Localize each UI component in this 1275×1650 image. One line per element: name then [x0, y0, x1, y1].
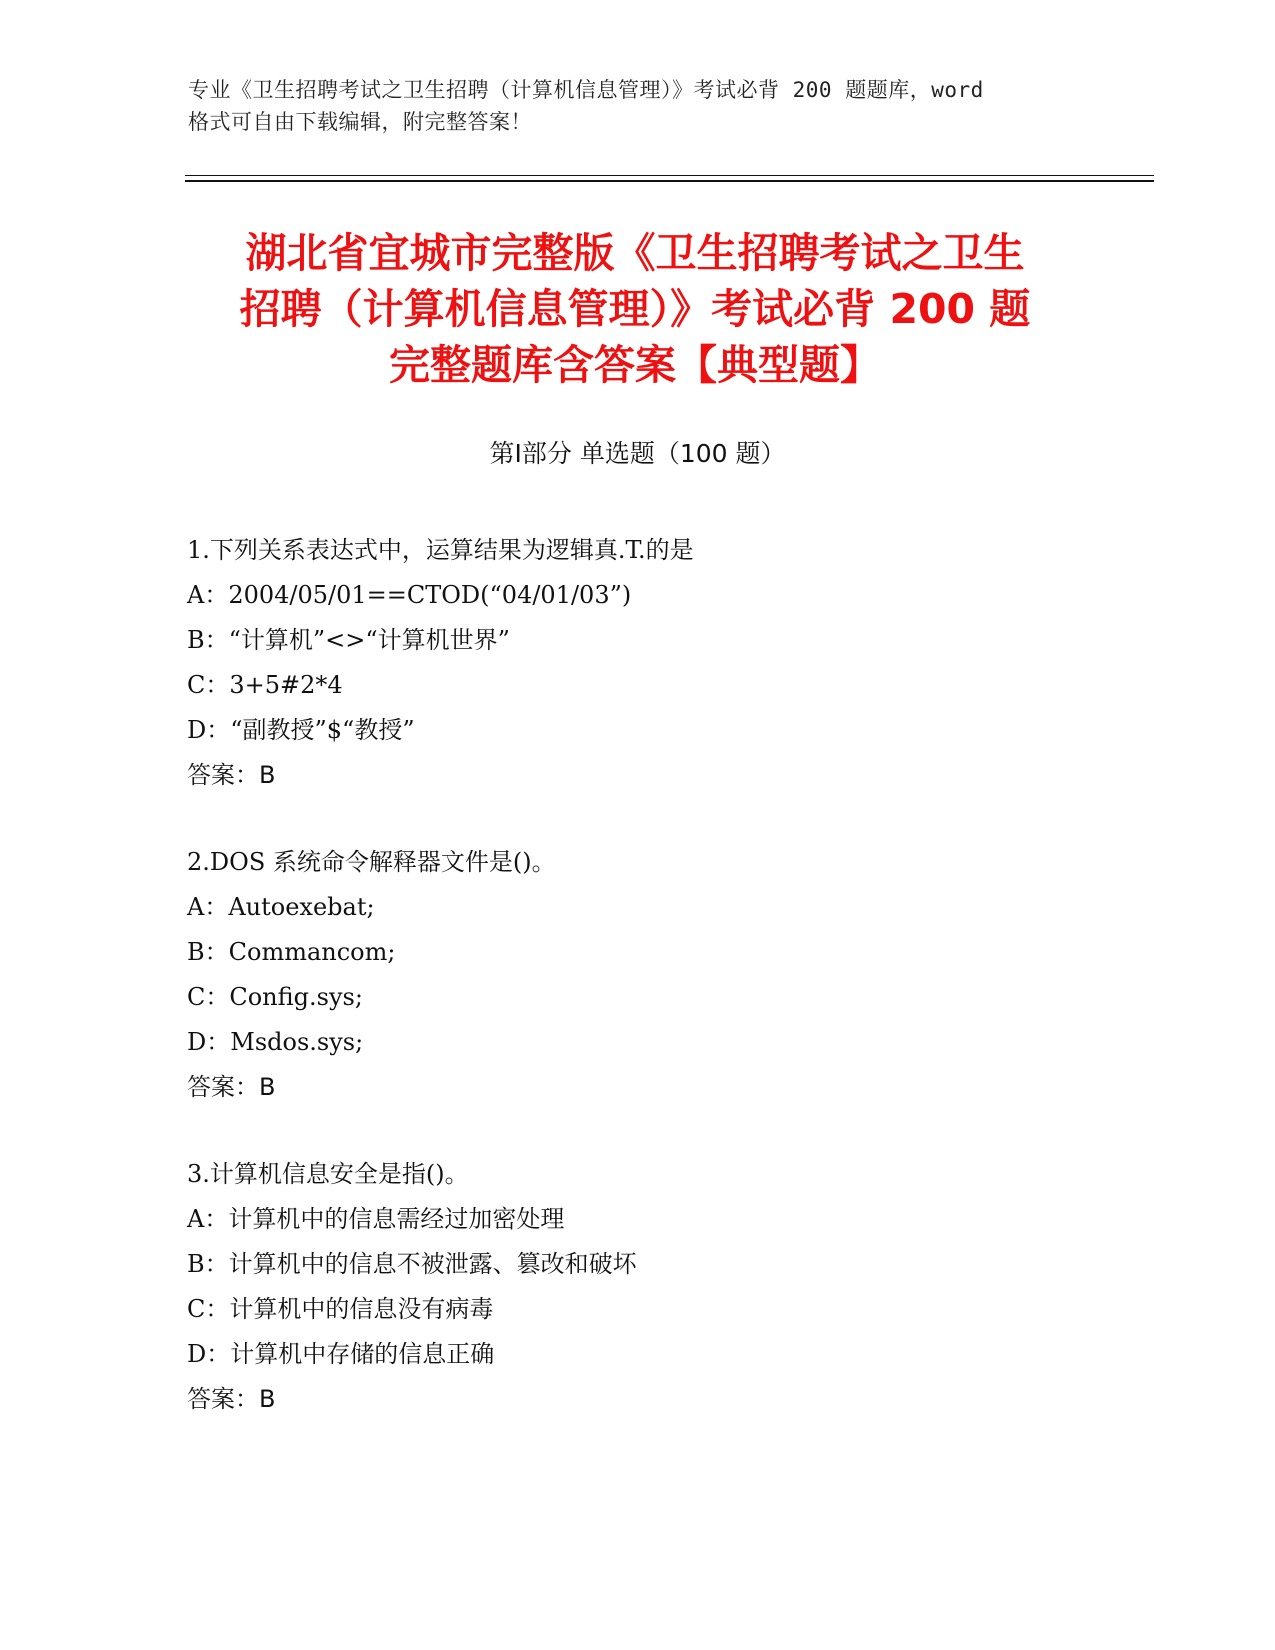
header-divider-thin: [185, 175, 1154, 176]
question-list: [187, 528, 1147, 1464]
header-note-line-1: 专业《卫生招聘考试之卫生招聘（计算机信息管理）》考试必背 200 题题库，word: [188, 78, 984, 102]
answer-label: 答案：B: [187, 761, 276, 789]
option-c: C：3+5#2*4: [187, 671, 343, 699]
question-item: [187, 1152, 1147, 1422]
answer-label: 答案：B: [187, 1073, 276, 1101]
option-b: B：Commancom;: [187, 938, 396, 966]
option-a: A：计算机中的信息需经过加密处理: [187, 1205, 565, 1233]
question-item: [187, 840, 1147, 1110]
option-b: B：计算机中的信息不被泄露、篡改和破坏: [187, 1250, 637, 1278]
title-line-2: 招聘（计算机信息管理）》考试必背 200 题: [239, 285, 1031, 333]
option-c: C：Config.sys;: [187, 983, 363, 1011]
option-d: D：Msdos.sys;: [187, 1028, 364, 1056]
question-stem: 2.DOS 系统命令解释器文件是()。: [187, 848, 556, 876]
option-d: D：计算机中存储的信息正确: [187, 1340, 495, 1368]
answer-label: 答案：B: [187, 1385, 276, 1413]
question-stem: 3.计算机信息安全是指()。: [187, 1160, 469, 1188]
question-stem: 1.下列关系表达式中，运算结果为逻辑真.T.的是: [187, 536, 694, 564]
option-b: B：“计算机”<>“计算机世界”: [187, 626, 510, 654]
header-divider-thick: [185, 180, 1154, 182]
document-header-note: [188, 74, 1088, 138]
section-heading: 第Ⅰ部分 单选题（100 题）: [489, 439, 786, 468]
option-a: A：2004/05/01==CTOD(“04/01/03”): [187, 581, 632, 609]
title-line-3: 完整题库含答案【典型题】: [389, 341, 881, 389]
header-note-line-2: 格式可自由下载编辑，附完整答案！: [188, 110, 532, 134]
option-a: A：Autoexebat;: [187, 893, 375, 921]
question-item: [187, 528, 1147, 798]
option-c: C：计算机中的信息没有病毒: [187, 1295, 494, 1323]
title-line-1: 湖北省宜城市完整版《卫生招聘考试之卫生: [245, 229, 1025, 277]
option-d: D：“副教授”$“教授”: [187, 716, 415, 744]
document-title: [195, 225, 1075, 393]
